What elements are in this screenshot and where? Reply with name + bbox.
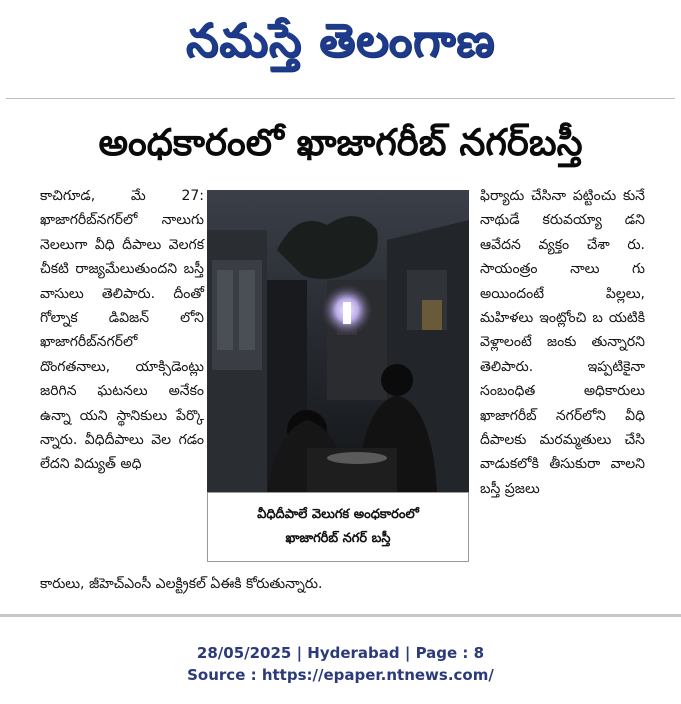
headline-text: అంధకారంలో ఖాజాగరీబ్ నగర్‌బస్తీ xyxy=(98,121,583,164)
page-footer xyxy=(0,642,681,686)
right-column-text: ఫిర్యాదు చేసినా పట్టించు కునే నాథుడే కరువయ్యా డని ఆవేదన వ్యక్తం చేశా రు. సాయంత్రం నాలు గు అయిందంటే పిల్లలు, మహిళలు ఇంట్లోంచి బ యటికి వెళ్లాలంటే జంకు తున్నారని తెలిపారు. ఇప్పటికైనా సంబంధిత అధికారులు ఖాజాగరీబ్ నగర్‌లోని వీధి దీపాలకు మరమ్మతులు చేసి వాడుకలోకి తీసుకురా వాలని బస్తీ ప్రజలు xyxy=(480,188,645,497)
caption-line-1: వీధిదీపాలే వెలుగక అంధకారంలో xyxy=(257,507,419,522)
footer-divider xyxy=(0,614,681,617)
article-photo xyxy=(207,190,469,492)
photo-night-street-image xyxy=(207,190,469,492)
caption-line-2: ఖాజాగరీబ్ నగర్ బస్తీ xyxy=(285,531,391,546)
left-column-text: కాచిగూడ, మే 27: ఖాజాగరీబ్‌నగర్‌లో నాలుగు నెలలుగా వీధి దీపాలు వెలగక చీకటి రాజ్యమేలుతుందని బస్తీ వాసులు తెలిపారు. దీంతో గోల్నాక డివిజన్ లోని ఖాజాగరీబ్‌నగర్‌లో దొంగతనాలు, యాక్సిడెంట్లు జరిగిన ఘటనలు అనేకం ఉన్నా యని స్థానికులు పేర్కొ న్నారు. వీధిదీపాలు వెల గడం లేదని విద్యుత్ అధి xyxy=(40,188,204,473)
footer-date-line: 28/05/2025 | Hyderabad | Page : 8 xyxy=(196,644,485,662)
article-bottom-line xyxy=(40,572,464,596)
photo-caption xyxy=(207,492,469,562)
article-left-column xyxy=(40,184,204,477)
bottom-line-text: కారులు, జీహెచ్‌ఎంసీ ఎలక్ట్రికల్ ఏఈకి కోరుతున్నారు. xyxy=(40,576,323,592)
article-headline xyxy=(0,112,681,182)
article-right-column xyxy=(480,184,645,501)
footer-source-line: Source : https://epaper.ntnews.com/ xyxy=(187,666,494,684)
masthead-divider xyxy=(6,98,675,99)
masthead-logo xyxy=(0,0,681,92)
masthead-logo-text: నమస్తే తెలంగాణ xyxy=(185,13,496,67)
